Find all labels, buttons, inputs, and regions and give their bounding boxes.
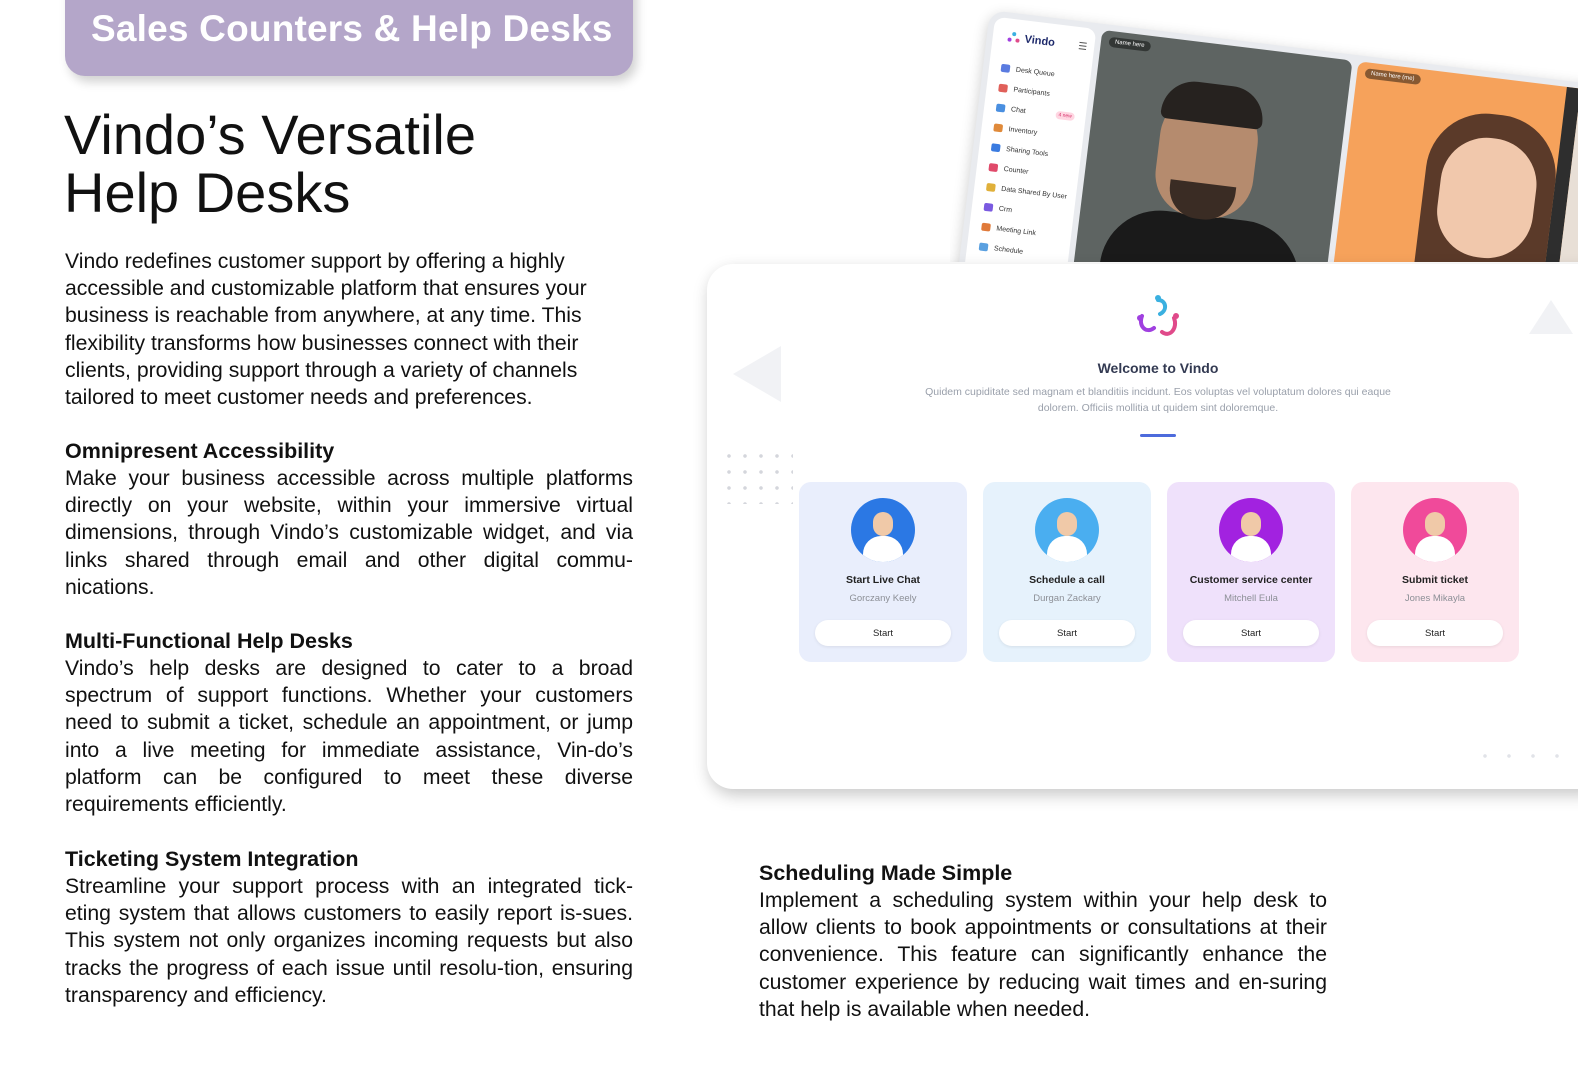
schedule-icon: [979, 242, 989, 251]
meeting-link-icon: [981, 223, 991, 232]
hamburger-menu-icon[interactable]: ☰: [1077, 41, 1088, 54]
section-body: Make your business accessible across multiple platforms directly on your website, within your immersive virtual dimensions, through Vindo’s customizable widget, and via links shared through email and other digital commu-nications.: [65, 467, 633, 599]
section-multi-functional-help-desks: [65, 627, 633, 818]
agent-torso: [1047, 536, 1087, 562]
card-schedule-a-call: [983, 482, 1151, 662]
video-call-screenshot: [950, 0, 1578, 262]
section-heading: Omnipresent Accessibility: [65, 439, 335, 463]
start-button[interactable]: Start: [999, 620, 1135, 646]
welcome-subtitle: Quidem cupiditate sed magnam et blanditiis incidunt. Eos voluptas vel voluptatum dolores qui eaque dolorem. Officiis mollitia ut quidem sint doloremque.: [925, 386, 1391, 414]
card-start-live-chat: [799, 482, 967, 662]
agent-avatar: [1403, 498, 1467, 562]
inventory-icon: [993, 123, 1003, 132]
section-heading: Multi-Functional Help Desks: [65, 629, 353, 653]
vindo-logo-icon: [1132, 294, 1184, 346]
vindo-logo-icon: [1006, 30, 1022, 46]
vindo-brand: Vindo: [1023, 33, 1056, 50]
counter-icon: [988, 163, 998, 172]
card-agent-name: Gorczany Keely: [849, 593, 917, 604]
nav-item-label: Counter: [1003, 165, 1029, 176]
nav-item-label: Desk Queue: [1015, 66, 1055, 78]
agent-face: [1057, 512, 1077, 536]
section-body: Vindo’s help desks are designed to cater to a broad spectrum of support functions. Whether your customers need to submit a ticket, schedule an appointment, or jump into a live meeting for immediate assistance, Vin-do’s platform can be configured to meet these diverse requirements efficiently.: [65, 657, 633, 817]
agent-face: [1425, 512, 1445, 536]
chat-icon: [996, 104, 1006, 113]
page-title-line-2: Help Desks: [64, 161, 351, 224]
decorative-triangle: [1529, 300, 1573, 334]
agent-torso: [1415, 536, 1455, 562]
start-button[interactable]: Start: [815, 620, 951, 646]
agent-avatar: [1035, 498, 1099, 562]
section-heading: Scheduling Made Simple: [759, 861, 1013, 885]
nav-item-label: Crm: [998, 205, 1013, 214]
participant-video-tile[interactable]: [1066, 30, 1353, 262]
welcome-title: Welcome to Vindo: [1097, 360, 1219, 376]
nav-item-label: Participants: [1013, 85, 1051, 98]
video-call-sidebar: [957, 17, 1096, 262]
agent-torso: [863, 536, 903, 562]
section-heading: Ticketing System Integration: [65, 847, 359, 871]
page-title-line-1: Vindo’s Versatile: [64, 103, 476, 166]
card-title: Submit ticket: [1402, 574, 1468, 586]
self-video-tile[interactable]: [1322, 61, 1578, 262]
agent-torso: [1231, 536, 1271, 562]
nav-item-label: Meeting Link: [996, 224, 1037, 237]
decorative-dots: [721, 448, 793, 504]
card-customer-service-center: [1167, 482, 1335, 662]
section-body: Implement a scheduling system within your help desk to allow clients to book appointments or consultations at their convenience. This feature can significantly enhance the customer experience by reducing wait times and en-suring that help is available when needed.: [759, 889, 1327, 1021]
card-title: Schedule a call: [1029, 574, 1105, 586]
card-title: Start Live Chat: [845, 574, 921, 586]
vindo-logo: [1006, 30, 1056, 50]
start-button[interactable]: Start: [1367, 620, 1503, 646]
video-call-nav: [978, 58, 1083, 262]
card-submit-ticket: [1351, 482, 1519, 662]
card-agent-name: Jones Mikayla: [1404, 593, 1466, 604]
section-omnipresent-accessibility: [65, 437, 633, 601]
queue-icon: [1001, 64, 1011, 73]
section-banner: [65, 0, 633, 76]
section-ticketing-system: [65, 845, 633, 1009]
intro-paragraph: Vindo redefines customer support by offering a highly accessible and customizable platform that ensures your business is reachable from anywhere, at any time. This flexibility transforms how businesses connect with their clients, providing support through a variety of channels tailored to meet customer needs and preferences.: [65, 250, 587, 410]
sharing-icon: [991, 143, 1001, 152]
video-call-window: [950, 10, 1578, 262]
card-title: Customer service center: [1189, 574, 1313, 586]
title-underline: [1140, 434, 1176, 437]
start-button[interactable]: Start: [1183, 620, 1319, 646]
participants-icon: [998, 84, 1008, 93]
banner-title: Sales Counters & Help Desks: [91, 8, 613, 49]
agent-face: [873, 512, 893, 536]
agent-face: [1241, 512, 1261, 536]
data-icon: [986, 183, 996, 192]
card-agent-name: Mitchell Eula: [1224, 593, 1278, 604]
decorative-dots: [1473, 750, 1563, 762]
self-name-tag: Name here (me): [1364, 68, 1420, 85]
section-body: Streamline your support process with an integrated tick-eting system that allows customers to easily report is-sues. This system not only organizes incoming requests but also tracks the progress of each issue until resolu-tion, ensuring transparency and efficiency.: [65, 875, 633, 1007]
page-title: [64, 103, 476, 224]
participant-name-tag: Name here: [1108, 37, 1151, 52]
section-scheduling: [759, 859, 1327, 1023]
agent-avatar: [851, 498, 915, 562]
nav-item-label: Sharing Tools: [1005, 145, 1049, 158]
welcome-screenshot: [707, 264, 1578, 789]
nav-item-label: Schedule: [993, 244, 1024, 256]
agent-avatar: [1219, 498, 1283, 562]
nav-item-label: Inventory: [1008, 125, 1038, 137]
crm-icon: [983, 203, 993, 212]
unread-badge: 4 new: [1055, 111, 1075, 121]
nav-item-label: Data Shared By User: [1000, 185, 1068, 201]
card-agent-name: Durgan Zackary: [1033, 593, 1101, 604]
nav-item-label: Chat: [1010, 105, 1027, 115]
